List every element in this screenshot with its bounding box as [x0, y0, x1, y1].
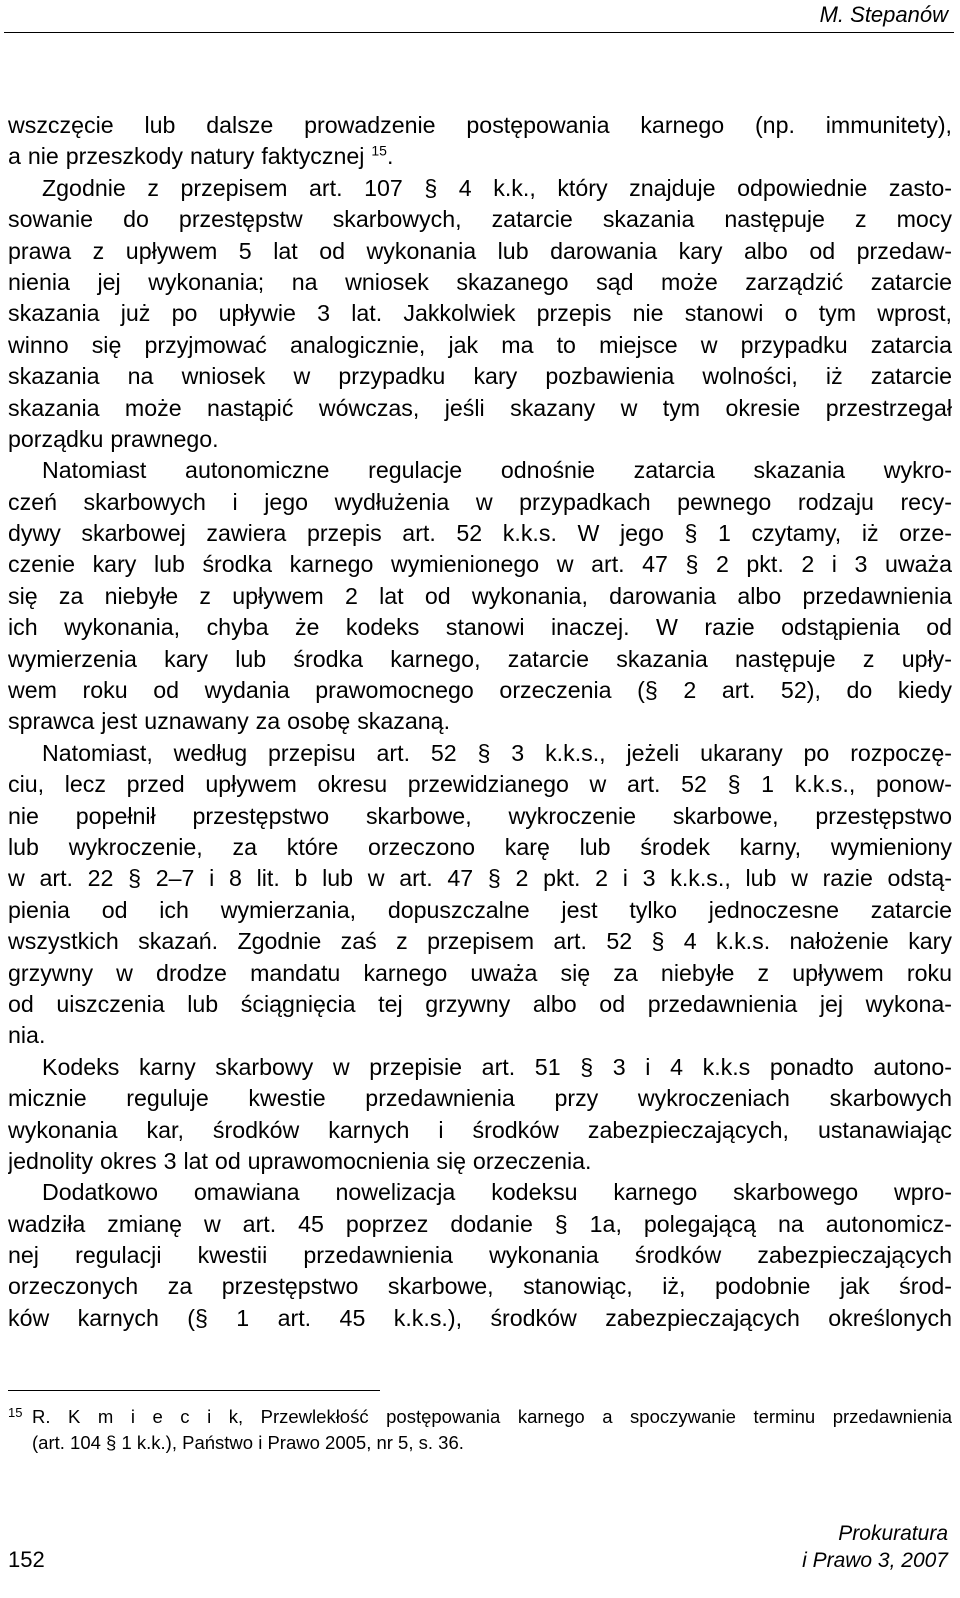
- text-line: czenie kary lub środka karnego wymienionego w art. 47 § 2 pkt. 2 i 3 uważa: [8, 551, 952, 578]
- footnote-reference: 15: [371, 142, 387, 159]
- text-line: wadziła zmianę w art. 45 poprzez dodanie § 1a, polegającą na autonomicz-: [8, 1210, 952, 1237]
- text-line: grzywny w drodze mandatu karnego uważa się za niebyłe z upływem roku: [8, 959, 952, 986]
- text-line: Kodeks karny skarbowy w przepisie art. 51 § 3 i 4 k.k.s ponadto autono-: [42, 1053, 952, 1080]
- text-line: nie popełnił przestępstwo skarbowe, wykroczenie skarbowe, przestępstwo: [8, 802, 952, 829]
- text-line: ków karnych (§ 1 art. 45 k.k.s.), środków zabezpieczających określonych: [8, 1304, 952, 1331]
- footnote-line: R. K m i e c i k, Przewlekłość postępowania karnego a spoczywanie terminu przedawnienia: [32, 1406, 952, 1427]
- footnote-divider: [8, 1390, 380, 1391]
- footnote-mark: 15: [8, 1405, 23, 1420]
- text-line: Natomiast autonomiczne regulacje odnośnie zatarcia skazania wykro-: [42, 457, 952, 484]
- text-line: wymierzenia kary lub środka karnego, zatarcie skazania następuje z upły-: [8, 645, 952, 672]
- text-line: nej regulacji kwestii przedawnienia wykonania środków zabezpieczających: [8, 1242, 952, 1269]
- text-line: winno się przyjmować analogicznie, jak ma to miejsce w przypadku zatarcia: [8, 331, 952, 358]
- text-line: prawa z upływem 5 lat od wykonania lub darowania kary albo od przedaw-: [8, 237, 952, 264]
- text-line: czeń skarbowych i jego wydłużenia w przypadkach pewnego rodzaju recy-: [8, 488, 952, 515]
- text-line: ich wykonania, chyba że kodeks stanowi inaczej. W razie odstąpienia od: [8, 614, 952, 641]
- text-line: Natomiast, według przepisu art. 52 § 3 k.k.s., jeżeli ukarany po rozpoczę-: [42, 739, 952, 766]
- text-line: wszystkich skazań. Zgodnie zaś z przepisem art. 52 § 4 k.k.s. nałożenie kary: [8, 928, 952, 955]
- text-line: wykonania kar, środków karnych i środków zabezpieczających, ustanawiając: [8, 1116, 952, 1143]
- footnote-line: (art. 104 § 1 k.k.), Państwo i Prawo 2005, nr 5, s. 36.: [32, 1432, 464, 1453]
- header-divider: [4, 32, 954, 33]
- text-line: ciu, lecz przed upływem okresu przewidzianego w art. 52 § 1 k.k.s., ponow-: [8, 771, 952, 798]
- text-line: dywy skarbowej zawiera przepis art. 52 k.k.s. W jego § 1 czytamy, iż orze-: [8, 520, 952, 547]
- text-line: Zgodnie z przepisem art. 107 § 4 k.k., który znajduje odpowiednie zasto-: [42, 174, 952, 201]
- journal-title: Prokuratura: [838, 1522, 948, 1545]
- text-line: Dodatkowo omawiana nowelizacja kodeksu karnego skarbowego wpro-: [42, 1179, 952, 1206]
- text-line: orzeczonych za przestępstwo skarbowe, stanowiąc, iż, podobnie jak środ-: [8, 1273, 952, 1300]
- text-line: wszczęcie lub dalsze prowadzenie postępowania karnego (np. immunitety),: [8, 112, 952, 138]
- text-line: nienia jej wykonania; na wniosek skazanego sąd może zarządzić zatarcie: [8, 268, 952, 295]
- page-number: 152: [8, 1547, 45, 1572]
- body-text: [8, 110, 952, 1334]
- text-line: a nie przeszkody natury faktycznej $^{15}$.: [8, 142, 394, 170]
- text-line: skazania na wniosek w przypadku kary pozbawienia wolności, iż zatarcie: [8, 363, 952, 390]
- text-line: w art. 22 § 2–7 i 8 lit. b lub w art. 47 § 2 pkt. 2 i 3 k.k.s., lub w razie odstą-: [8, 865, 952, 892]
- text-line: od uiszczenia lub ściągnięcia tej grzywny albo od przedawnienia jej wykona-: [8, 990, 952, 1017]
- text-line: nia.: [8, 1022, 46, 1049]
- text-line: skazania już po upływie 3 lat. Jakkolwiek przepis nie stanowi o tym wprost,: [8, 300, 952, 327]
- text-line: sowanie do przestępstw skarbowych, zatarcie skazania następuje z mocy: [8, 206, 952, 233]
- text-line: pienia od ich wymierzania, dopuszczalne jest tylko jednoczesne zatarcie: [8, 896, 952, 923]
- footnote: [8, 1404, 952, 1456]
- text-line: się za niebyłe z upływem 2 lat od wykonania, darowania albo przedawnienia: [8, 582, 952, 609]
- text-line: skazania może nastąpić wówczas, jeśli skazany w tym okresie przestrzegał: [8, 394, 952, 421]
- text-line: micznie reguluje kwestie przedawnienia przy wykroczeniach skarbowych: [8, 1085, 952, 1112]
- text-line: jednolity okres 3 lat od uprawomocnienia się orzeczenia.: [8, 1147, 592, 1174]
- text-line: lub wykroczenie, za które orzeczono karę lub środek karny, wymieniony: [8, 833, 952, 860]
- text-line: wem roku od wydania prawomocnego orzeczenia (§ 2 art. 52), do kiedy: [8, 677, 952, 704]
- text-line: sprawca jest uznawany za osobę skazaną.: [8, 708, 451, 735]
- journal-name: [802, 1520, 948, 1574]
- journal-issue: i Prawo 3, 2007: [802, 1549, 948, 1572]
- text-line: porządku prawnego.: [8, 425, 219, 452]
- running-header-author: M. Stepanów: [819, 2, 948, 27]
